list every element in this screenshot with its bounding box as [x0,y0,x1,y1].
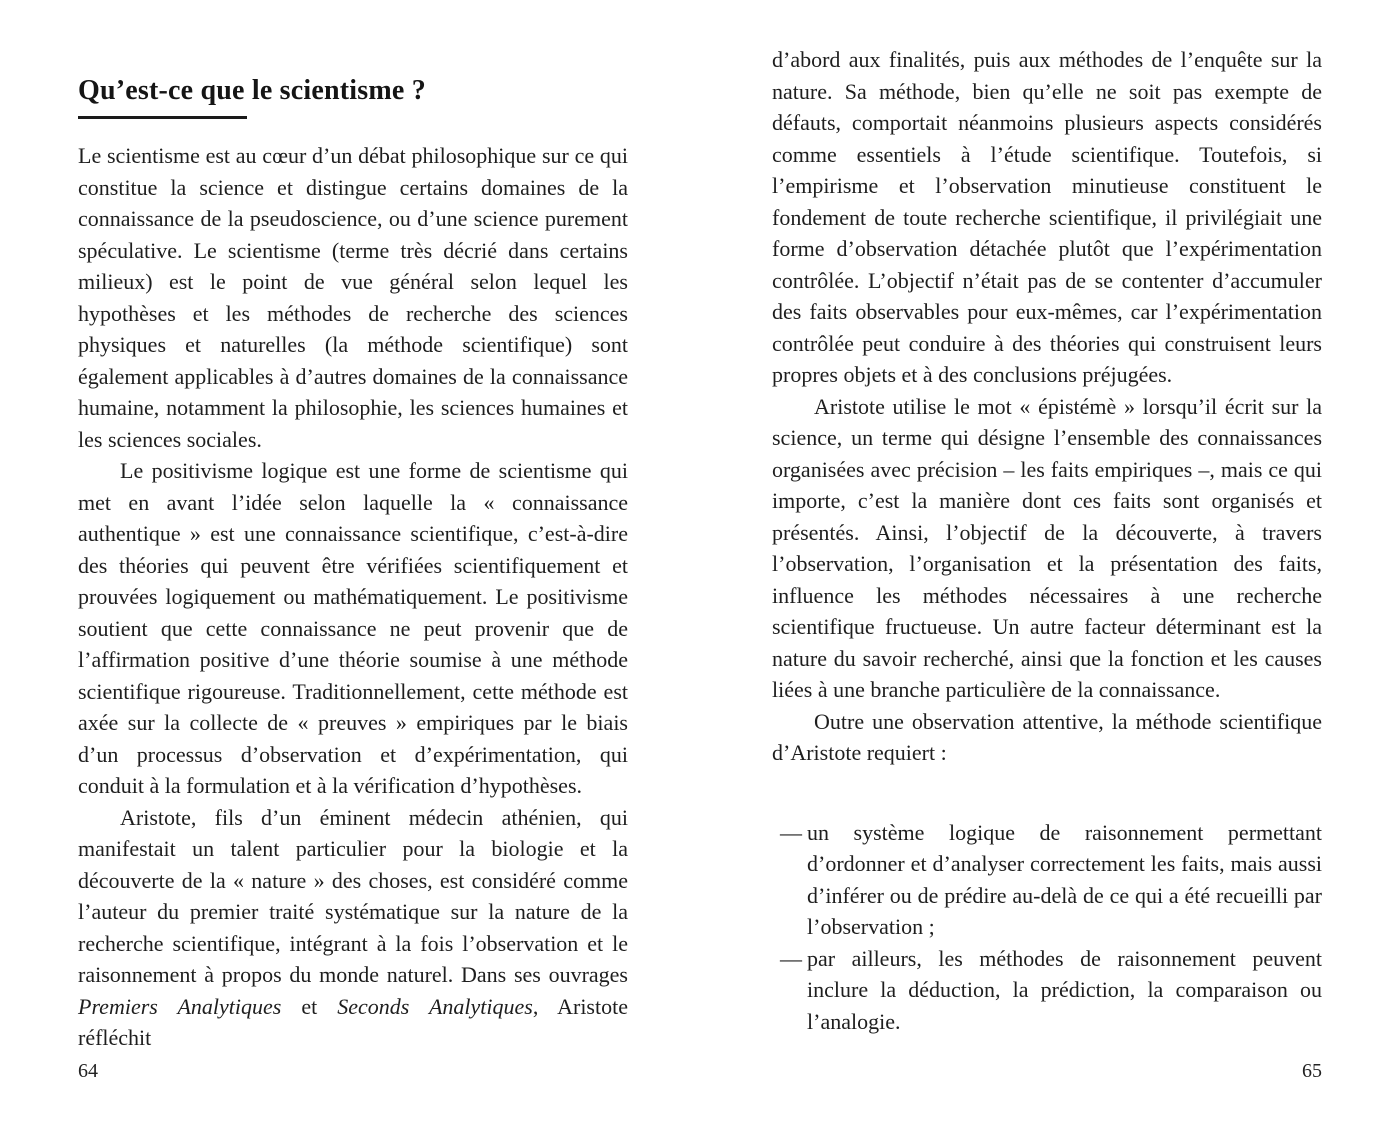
paragraph-methode-requiert: Outre une observation attentive, la méthode scientifique d’Aristote requiert : [772,708,1322,765]
paragraph-aristote-text-1: Aristote, fils d’un éminent médecin athénien, qui manifestait un talent particulier pour la biologie et la découverte de la « nature » des choses, est considéré comme l’auteur du premier traité systématique sur la nature de la recherche scientifique, intégrant à la fois l’observation et le raisonnement à propos du monde naturel. Dans ses ouvrages [78,804,628,987]
dash-bullet: — [780,945,802,971]
paragraph-aristote [78,802,628,1054]
heading-underline [78,116,247,119]
page-left-content [78,0,628,1054]
list-item-text: un système logique de raisonnement permettant d’ordonner et d’analyser correctement les faits, mais aussi d’inférer ou de prédire au-delà de ce qui a été recueilli par l’observation ; [807,819,1322,939]
chapter-heading: Qu’est-ce que le scientisme ? [78,75,426,106]
dash-list [772,817,1322,1038]
page-right-content [772,0,1322,1037]
page-right [772,0,1322,1133]
paragraph-aristote-sep: et [281,993,338,1019]
dash-bullet: — [780,819,802,845]
page-number-left: 64 [78,1060,98,1082]
paragraph-aristote-text-2: , Aristote réfléchit [78,993,628,1050]
list-item [772,817,1322,943]
page-left [78,0,628,1133]
paragraph-aristote-continuation: d’abord aux finalités, puis aux méthodes de l’enquête sur la nature. Sa méthode, bien qu’elle ne soit pas exempte de défauts, comportait néanmoins plusieurs aspects considérés comme essentiels à l’étude scientifique. Toutefois, si l’empirisme et l’observation minutieuse constituent le fondement de toute recherche scientifique, il privilégiait une forme d’observation détachée plutôt que l’expérimentation contrôlée. L’objectif n’était pas de se contenter d’accumuler des faits observables pour eux-mêmes, car l’expérimentation contrôlée peut conduire à des théories qui construisent leurs propres objets et à des conclusions préjugées. [772,47,1322,387]
paragraph-positivisme: Le positivisme logique est une forme de scientisme qui met en avant l’idée selon laquelle la « connaissance authentique » est une connaissance scientifique, c’est-à-dire des théories qui peuvent être vérifiées scientifiquement et prouvées logiquement ou mathématiquement. Le positivisme soutient que cette connaissance ne peut provenir que de l’affirmation positive d’une théorie soumise à une méthode scientifique rigoureuse. Traditionnellement, cette méthode est axée sur la collecte de « preuves » empiriques par le biais d’un processus d’observation et d’expérimentation, qui conduit à la formulation et à la vérification d’hypothèses. [78,458,628,798]
book-title-seconds-analytiques: Seconds Analytiques [337,993,533,1019]
page-number-right: 65 [1302,1060,1322,1082]
paragraph-episteme: Aristote utilise le mot « épistémè » lorsqu’il écrit sur la science, un terme qui désigne l’ensemble des connaissances organisées avec précision – les faits empiriques –, mais ce qui importe, c’est la manière dont ces faits sont organisés et présentés. Ainsi, l’objectif de la découverte, à travers l’observation, l’organisation et la présentation des faits, influence les méthodes nécessaires à une recherche scientifique fructueuse. Un autre facteur déterminant est la nature du savoir recherché, ainsi que la fonction et les causes liées à une branche particulière de la connaissance. [772,393,1322,702]
list-item-text: par ailleurs, les méthodes de raisonnement peuvent inclure la déduction, la prédiction, la comparaison ou l’analogie. [807,945,1322,1034]
book-title-premiers-analytiques: Premiers Analytiques [78,993,282,1019]
paragraph-scientisme-intro: Le scientisme est au cœur d’un débat philosophique sur ce qui constitue la science et distingue certains domaines de la connaissance de la pseudoscience, ou d’une science purement spéculative. Le scientisme (terme très décrié dans certains milieux) est le point de vue général selon lequel les hypothèses et les méthodes de recherche des sciences physiques et naturelles (la méthode scientifique) sont également applicables à d’autres domaines de la connaissance humaine, notamment la philosophie, les sciences humaines et les sciences sociales. [78,143,628,452]
list-item [772,943,1322,1038]
